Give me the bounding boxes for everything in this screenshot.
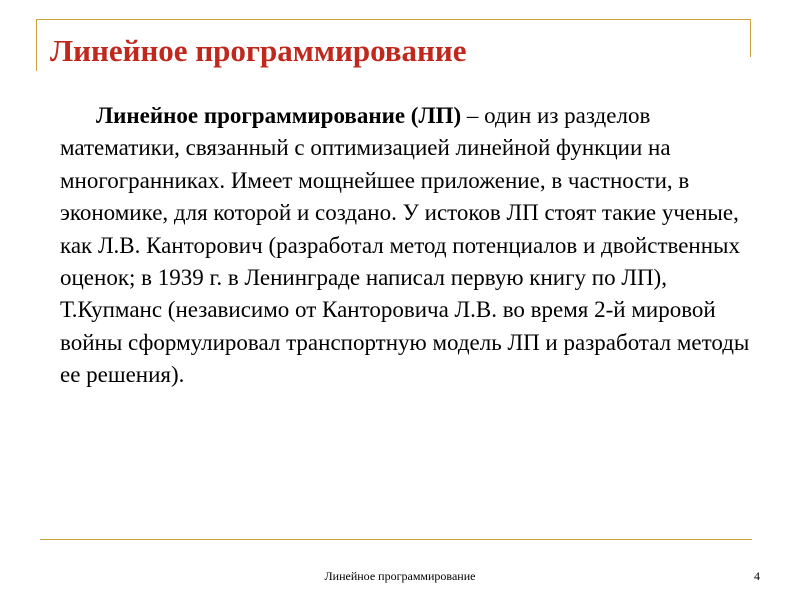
slide-body-text (60, 100, 760, 392)
footer-title: Линейное программирование (324, 569, 476, 583)
body-lead-term: Линейное программирование (ЛП) (96, 103, 462, 128)
body-main-text: – один из разделов математики, связанный с оптимизацией линейной функции на многогранниках. Имеет мощнейшее приложение, в частности, в экономике, для которой и создано. У истоков ЛП стоят такие ученые, как Л.В. Канторович (разработал метод потенциалов и двойственных оценок; в 1939 г. в Ленинграде написал первую книгу по ЛП), Т.Купманс (независимо от Канторовича Л.В. во время 2-й мировой войны сформулировал транспортную модель ЛП и разработал методы ее решения). (60, 103, 750, 388)
frame-line-left (36, 19, 37, 71)
page-number: 4 (754, 569, 760, 583)
footer-divider (40, 539, 752, 540)
slide-title: Линейное программирование (50, 33, 467, 68)
frame-line-right (750, 19, 751, 57)
frame-line-top (36, 19, 750, 20)
